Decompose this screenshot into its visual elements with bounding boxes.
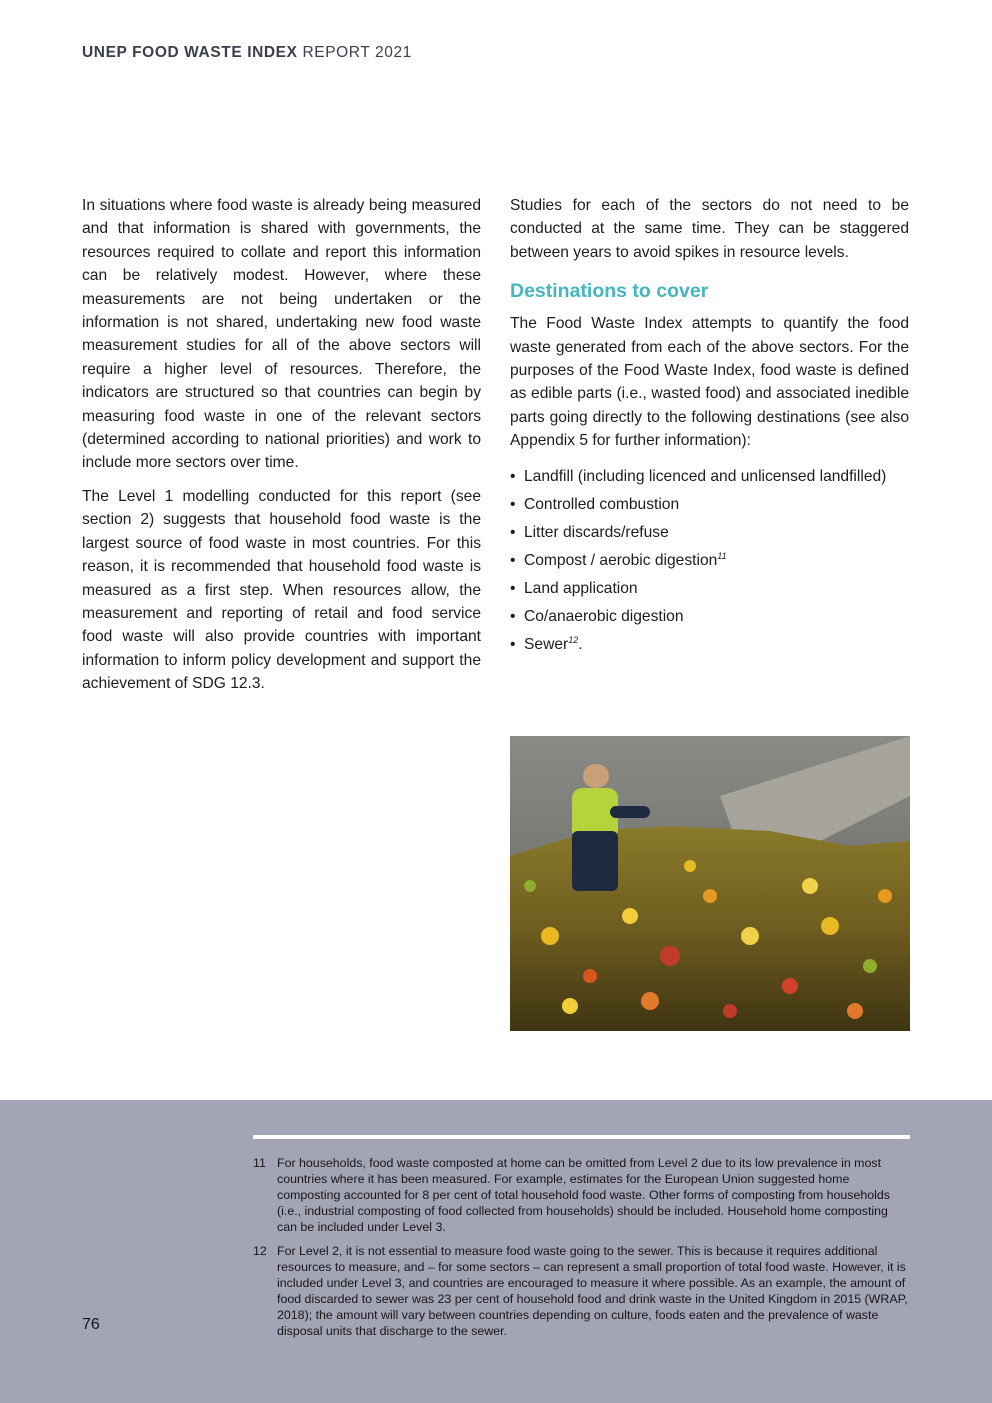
header-title-bold: UNEP FOOD WASTE INDEX [82,44,298,61]
footnote-ref[interactable]: 11 [717,550,727,561]
list-item [510,519,909,547]
list-item-text: Litter discards/refuse [524,523,669,541]
footnote-number: 12 [253,1244,267,1258]
bullet-icon: • [510,523,516,541]
list-item-text: Sewer [524,635,569,653]
bullet-icon: • [510,495,516,513]
list-item-text: Compost / aerobic digestion [524,551,718,569]
footnote-band [0,1100,992,1403]
footnote-text: For Level 2, it is not essential to measure food waste going to the sewer. This is because it requires additional resources to measure, and – for some sectors – can represent a small proportion of total food waste. However, it is included under Level 3, and countries are encouraged to measure it where possible. As an example, the amount of food discarded to sewer was 23 per cent of household food and drink waste in the United Kingdom in 2015 (WRAP, 2018); the amount will vary between countries depending on culture, foods eaten and the prevalence of waste disposal units that discharge to the sewer. [277,1244,908,1338]
footnote-divider [253,1135,910,1139]
list-item-text: Controlled combustion [524,495,680,513]
footnote-text: For households, food waste composted at home can be omitted from Level 2 due to its low prevalence in most countries where it has been measured. For example, estimates for the European Union suggested home composting accounted for 8 per cent of total household food waste. Other forms of composting from households (i.e., industrial composting of food collected from households) should be included. Household home composting can be included under Level 3. [277,1156,890,1234]
footnote-ref[interactable]: 12 [568,634,579,645]
list-item-suffix: . [578,635,583,653]
bullet-icon: • [510,607,516,625]
body-paragraph: In situations where food waste is already being measured and that information is shared with governments, the resources required to collate and report this information can be relatively modest. However, where these measurements are not being undertaken or the information is not shared, undertaking new food waste measurement studies for all of the above sectors will require a higher level of resources. Therefore, the indicators are structured so that countries can begin by measuring food waste in one of the relevant sectors (determined according to national priorities) and work to include more sectors over time. [82,197,481,472]
list-item [510,575,909,603]
destinations-paragraph: The Food Waste Index attempts to quantify the food waste generated from each of the above sectors. For the purposes of the Food Waste Index, food waste is defined as edible parts (i.e., wasted food) and associated inedible parts going directly to the following destinations (see also Appendix 5 for further information): [510,315,909,450]
footnote-number: 11 [253,1156,266,1170]
list-item [510,631,909,659]
list-item-text: Co/anaerobic digestion [524,607,684,625]
list-item-text: Land application [524,579,638,597]
intro-paragraph: Studies for each of the sectors do not need to be conducted at the same time. They can be staggered between years to avoid spikes in resource levels. [510,197,909,261]
running-header [82,44,412,62]
page-number: 76 [82,1316,100,1333]
bullet-icon: • [510,579,516,597]
header-title-regular: REPORT 2021 [302,44,412,61]
bullet-icon: • [510,551,516,569]
list-item [510,547,909,575]
bullet-icon: • [510,467,516,485]
list-item-text: Landfill (including licenced and unlicensed landfilled) [524,467,887,485]
left-column [82,194,481,706]
body-paragraph: The Level 1 modelling conducted for this report (see section 2) suggests that household food waste is the largest source of food waste in most countries. For this reason, it is recommended that household food waste is measured as a first step. When resources allow, the measurement and reporting of retail and food service food waste will also provide countries with important information to inform policy development and support the achievement of SDG 12.3. [82,487,481,693]
list-item [510,491,909,519]
list-item [510,603,909,631]
list-item [510,463,909,491]
footnote [253,1155,910,1235]
bullet-icon: • [510,635,516,653]
right-column [510,194,909,659]
food-waste-photo [510,736,910,1031]
section-heading: Destinations to cover [510,280,709,303]
destinations-list [510,463,909,659]
footnote [253,1243,910,1339]
footnotes [253,1155,910,1347]
